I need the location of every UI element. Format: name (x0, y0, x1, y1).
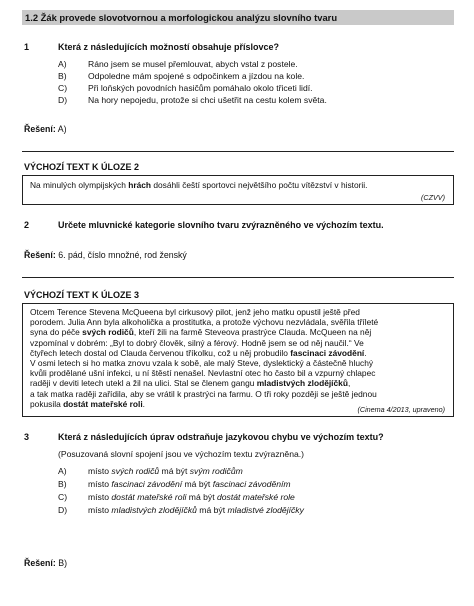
q3-option-d-pre: místo (88, 505, 112, 515)
text3-segment: a tak matka raději zařídila, aby se vrátil k prastrýci na farmu. O tři roky později se ještě jednou (30, 388, 377, 399)
text2-highlight: hrách (128, 180, 152, 190)
divider-1 (22, 151, 454, 152)
q3-text: Která z následujících úprav odstraňuje jazykovou chybu ve výchozím textu? (58, 432, 384, 442)
text3-segment: , kteří žili na farmě Steveova prastrýce Clauda. McQueen na něj (133, 327, 372, 338)
q1-option-b-label: B) (58, 71, 67, 81)
q3-option-d-label: D) (58, 505, 68, 515)
text3-line (30, 378, 378, 388)
text3-highlight: fascinaci závodění (290, 347, 365, 358)
q3-option-a-correction: svým rodičům (189, 466, 243, 476)
q3-option-b-original: fascinaci závodění (111, 479, 183, 489)
q3-option-d-mid: má být (196, 505, 228, 515)
q3-note: (Posuzovaná slovní spojení jsou ve výchozím textu zvýrazněna.) (58, 449, 304, 459)
section-title: 1.2 Žák provede slovotvornou a morfologickou analýzu slovního tvaru (25, 12, 338, 23)
text3-line (30, 338, 378, 348)
q3-solution-label: Řešení: (24, 558, 56, 568)
section-header (22, 10, 454, 25)
q1-solution (24, 124, 67, 135)
text3-line (30, 307, 378, 317)
q1-solution-value: A) (57, 124, 67, 134)
text3-body (30, 307, 378, 409)
q3-option-d-correction: mladistvé zlodějíčky (227, 505, 304, 515)
q3-option-c-pre: místo (88, 492, 112, 502)
q2-solution (24, 250, 187, 261)
text3-line (30, 389, 378, 399)
text3-line (30, 368, 378, 378)
text3-title: VÝCHOZÍ TEXT K ÚLOZE 3 (24, 290, 140, 300)
text3-segment: kvůli prodělané ušní infekci, u ní štěstí nenašel. Nevlastní otec ho často bil a vzpurný chlapec (30, 368, 376, 379)
q3-solution (24, 558, 67, 569)
q3-option-c (58, 492, 295, 503)
q3-option-a-original: svých rodičů (111, 466, 160, 476)
text3-line (30, 317, 378, 327)
q3-option-a-mid: má být (159, 466, 190, 476)
text3-segment: čtyřech letech dostal od Clauda červenou tříkolku, což u něj probudilo (30, 347, 291, 358)
text2-before: Na minulých olympijských (30, 180, 129, 190)
text3-highlight: svých rodičů (82, 327, 134, 338)
q1-option-d (58, 95, 327, 106)
q1-option-a (58, 59, 298, 70)
q3-option-c-correction: dostát mateřské role (216, 492, 295, 502)
text3-segment: , (347, 378, 351, 389)
text2-sentence (30, 180, 367, 191)
text3-segment: vzpomínal v dobrém: „Byl to dobrý člověk, silný a férový. Hodně jsem se od něj naučil.“ Ve (30, 337, 364, 348)
q2-solution-value: 6. pád, číslo množné, rod ženský (58, 250, 187, 260)
q3-option-b (58, 479, 291, 490)
text3-line (30, 327, 378, 337)
text3-segment: syna do péče (30, 327, 83, 338)
q1-option-c-text: Při loňských povodních hasičům pomáhalo okolo třiceti lidí. (88, 83, 313, 93)
q1-option-d-label: D) (58, 95, 68, 105)
q1-text: Která z následujících možností obsahuje příslovce? (58, 42, 280, 52)
q3-option-c-mid: má být (186, 492, 217, 502)
q1-option-b (58, 71, 304, 82)
q2-text: Určete mluvnické kategorie slovního tvaru zvýrazněného ve výchozím textu. (58, 220, 384, 230)
q3-option-a-label: A) (58, 466, 67, 476)
text2-box (22, 175, 454, 205)
q3-option-a (58, 466, 243, 477)
q3-number: 3 (24, 432, 30, 442)
text3-segment: raději v deviti letech utekl a žil na ulici. Stal se členem gangu (30, 378, 257, 389)
text3-segment: . (364, 347, 367, 358)
q3-option-d-original: mladistvých zlodějíčků (111, 505, 197, 515)
q1-solution-label: Řešení: (24, 124, 56, 134)
q1-number: 1 (24, 42, 30, 52)
text3-highlight: mladistvých zlodějíčků (256, 378, 348, 389)
q1-option-c-label: C) (58, 83, 68, 93)
text2-source: (CZVV) (421, 193, 445, 202)
divider-2 (22, 277, 454, 278)
text3-line (30, 399, 378, 409)
q1-option-d-text: Na hory nepojedu, protože si chci ušetřit na cestu kolem světa. (88, 95, 327, 105)
text3-segment: . (142, 398, 145, 409)
q3-option-c-label: C) (58, 492, 68, 502)
text3-line (30, 348, 378, 358)
q3-option-c-original: dostát mateřské roli (111, 492, 187, 502)
q3-option-b-pre: místo (88, 479, 112, 489)
q1-option-b-text: Odpoledne mám spojené s odpočinkem a jízdou na kole. (88, 71, 305, 81)
text2-after: dosáhli čeští sportovci největšího počtu vítězství v historii. (151, 180, 368, 190)
text3-highlight: dostát mateřské roli (63, 398, 143, 409)
q3-option-b-mid: má být (182, 479, 213, 489)
text3-segment: Otcem Terence Stevena McQueena byl cirkusový pilot, jenž jeho matku opustil ještě před (30, 307, 360, 317)
q1-option-a-text: Ráno jsem se musel přemlouvat, abych vstal z postele. (88, 59, 298, 69)
q2-number: 2 (24, 220, 30, 230)
text3-segment: pokusila (30, 398, 64, 409)
q2-solution-label: Řešení: (24, 250, 56, 260)
text3-line (30, 358, 378, 368)
q3-option-b-label: B) (58, 479, 67, 489)
q3-option-a-pre: místo (88, 466, 112, 476)
q3-option-d (58, 505, 304, 516)
q3-solution-value: B) (58, 558, 68, 568)
q1-option-a-label: A) (58, 59, 67, 69)
text3-segment: porodem. Julia Ann byla alkoholička a prostitutka, a protože výchovu nezvládala, svěřila tříleté (30, 317, 379, 328)
text3-box (22, 303, 454, 417)
text3-source: (Cinema 4/2013, upraveno) (357, 405, 445, 414)
text2-title: VÝCHOZÍ TEXT K ÚLOZE 2 (24, 162, 140, 172)
text3-segment: V osmi letech si ho matka znovu vzala k sobě, ale malý Steve, dyslektický a částečně hluchý (30, 358, 374, 369)
q3-option-b-correction: fascinaci závoděním (212, 479, 291, 489)
q1-option-c (58, 83, 313, 94)
